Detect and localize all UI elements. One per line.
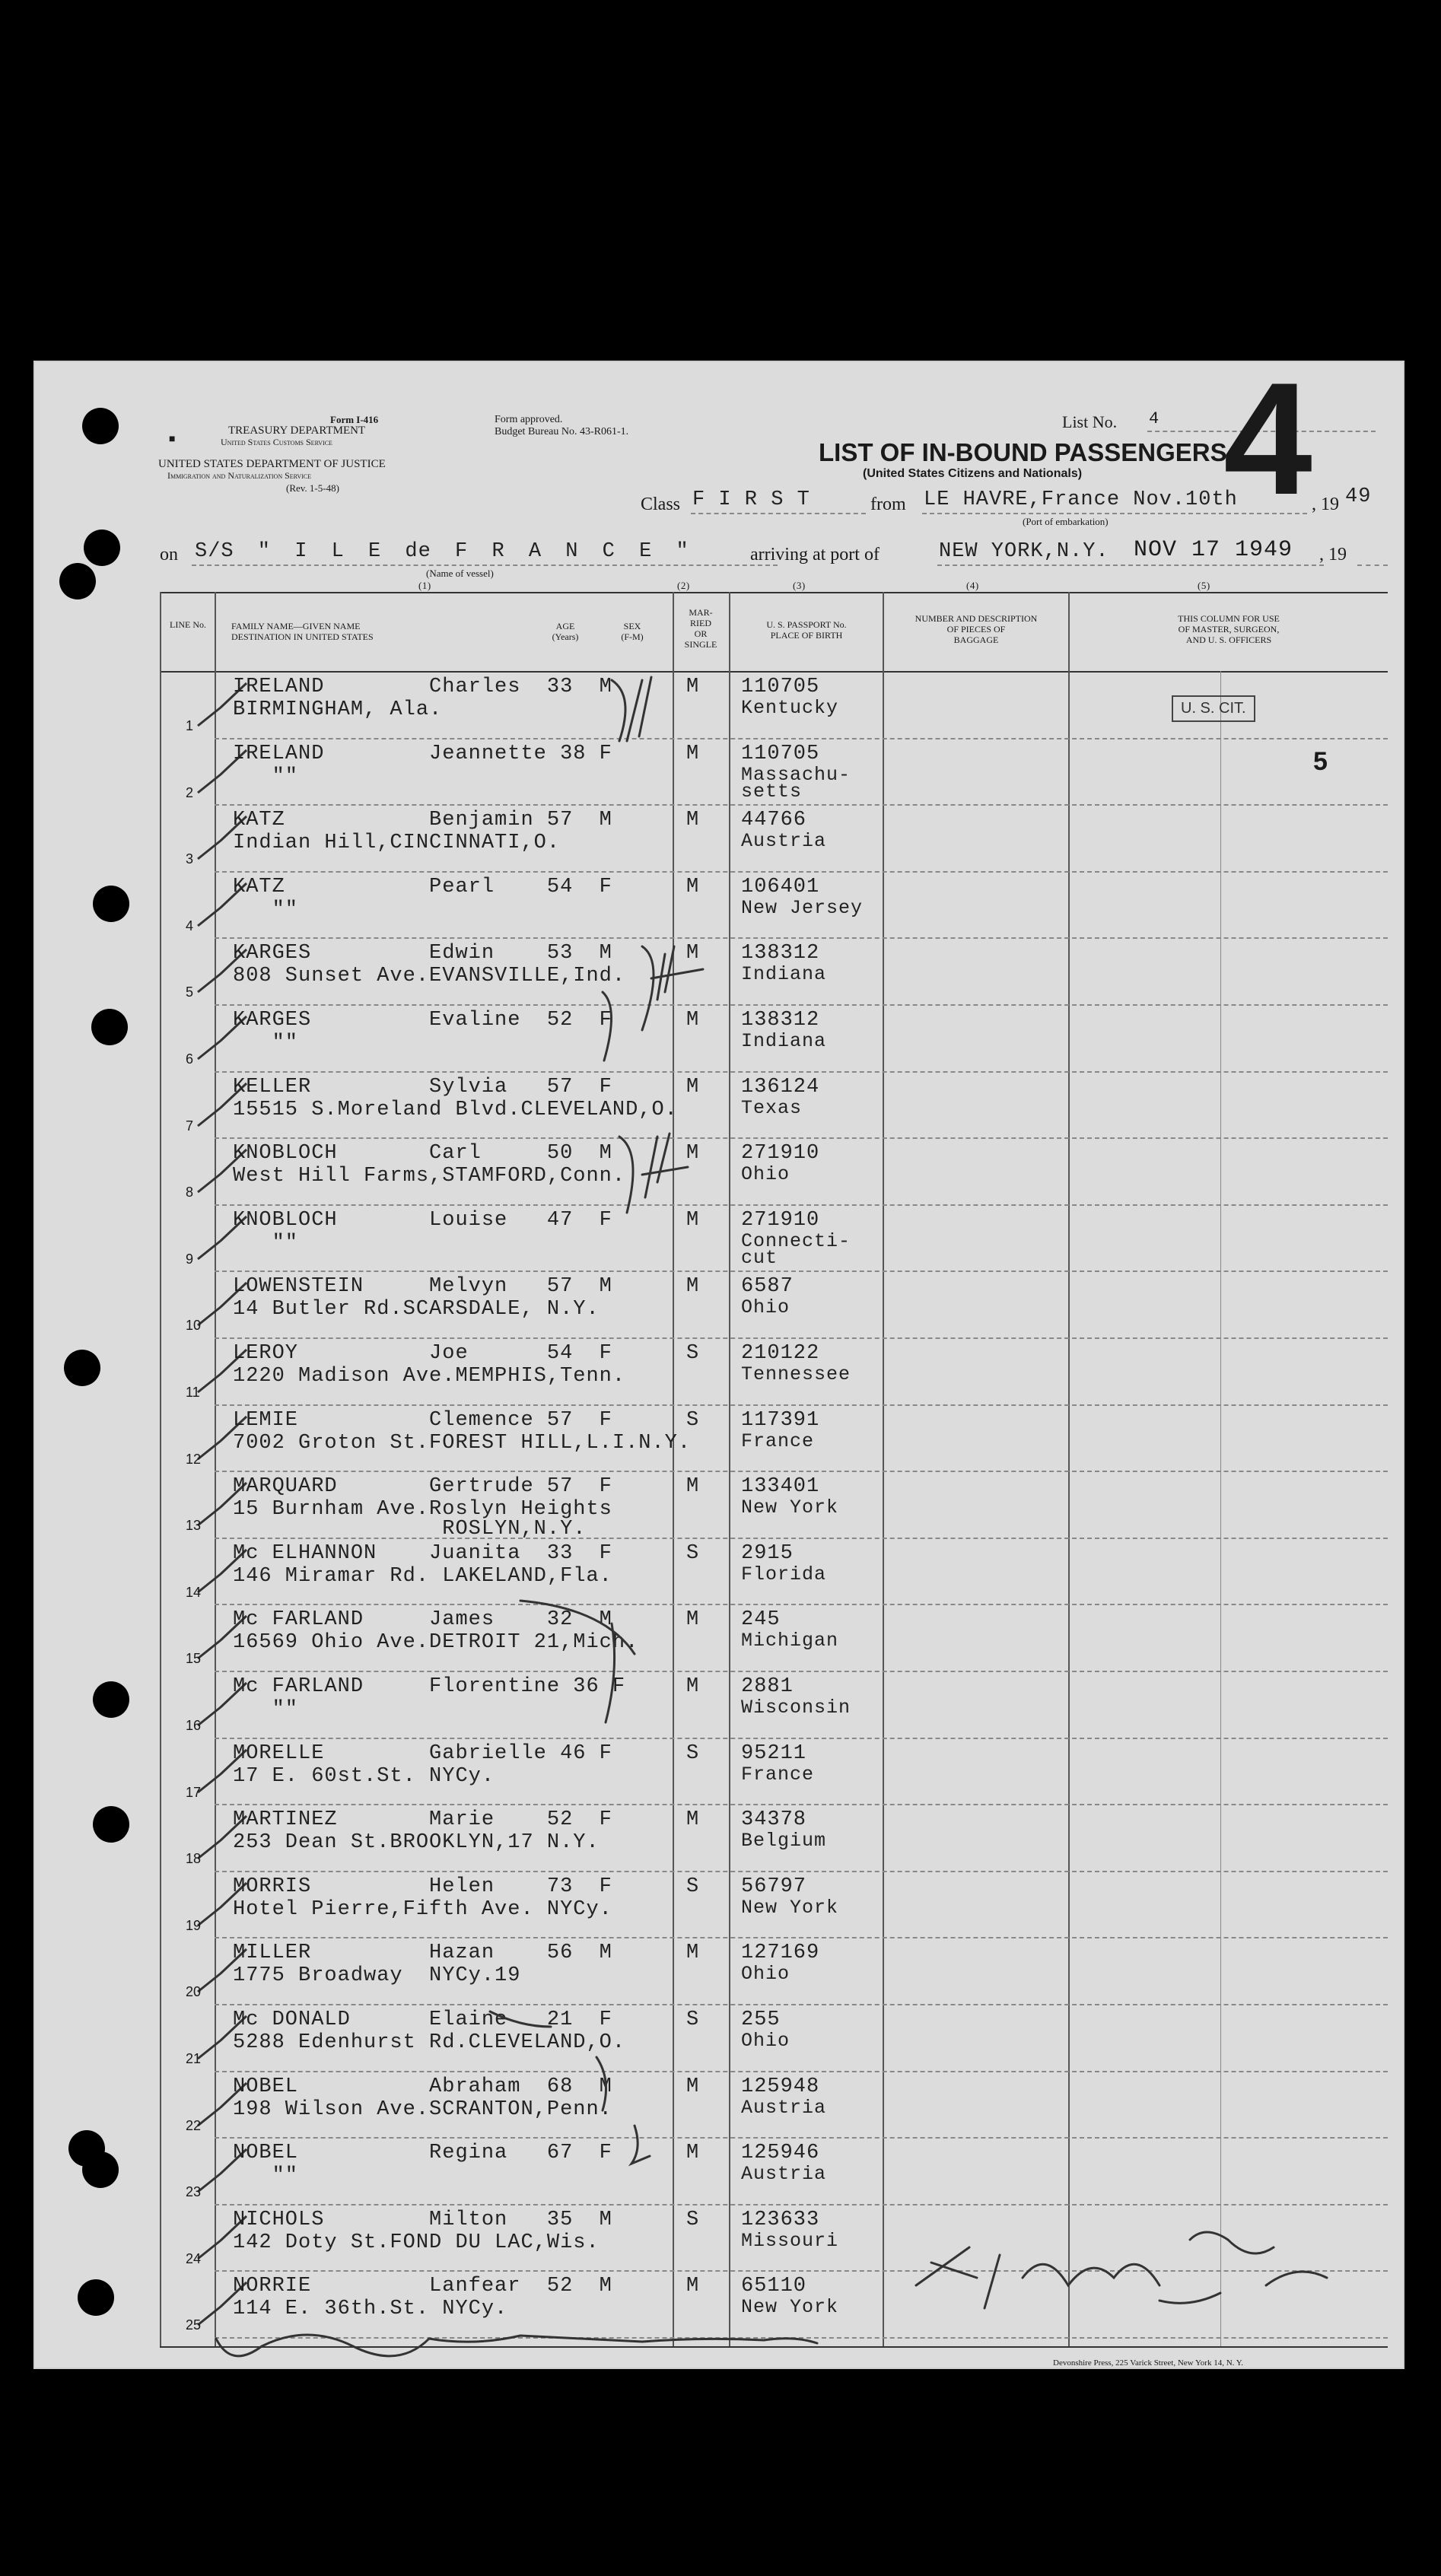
passenger-destination: 15515 S.Moreland Blvd.CLEVELAND,O. (233, 1098, 678, 1121)
passenger-name-age-sex: KNOBLOCH Louise 47 F (233, 1208, 612, 1232)
passenger-name-age-sex: Mc FARLAND Florentine 36 F (233, 1675, 626, 1698)
place-of-birth: Austria (741, 2096, 827, 2119)
dept-justice: UNITED STATES DEPARTMENT OF JUSTICE (158, 458, 386, 470)
passport-number: 125948 (741, 2075, 820, 2098)
line-number: 17 (186, 1784, 202, 1800)
married-single: M (686, 1942, 700, 1965)
page-subtitle: (United States Citizens and Nationals) (863, 467, 1083, 480)
place-of-birth: Michigan (741, 1630, 839, 1652)
passport-number: 56797 (741, 1875, 807, 1898)
passenger-destination: BIRMINGHAM, Ala. (233, 698, 443, 721)
passport-number: 34378 (741, 1808, 807, 1832)
place-of-birth: Missouri (741, 2229, 839, 2252)
passport-number: 6587 (741, 1275, 794, 1299)
line-number: 10 (186, 1318, 202, 1334)
passenger-name-age-sex: NOBEL Regina 67 F (233, 2142, 612, 2165)
col-header-officers: THIS COLUMN FOR USE OF MASTER, SURGEON, AND U. S. OFFICERS (1178, 613, 1280, 645)
col-header-baggage: NUMBER AND DESCRIPTION OF PIECES OF BAGGAGE (915, 613, 1038, 645)
passenger-name-age-sex: LOWENSTEIN Melvyn 57 M (233, 1275, 612, 1299)
manifest-page (33, 349, 1404, 2369)
passenger-name-age-sex: NICHOLS Milton 35 M (233, 2208, 612, 2231)
page-title: LIST OF IN-BOUND PASSENGERS (819, 438, 1227, 466)
passport-number: 136124 (741, 1075, 820, 1099)
married-single: M (686, 2275, 700, 2298)
port-embarkation-caption: (Port of embarkation) (1023, 516, 1109, 527)
married-single: M (686, 942, 700, 965)
passenger-name-age-sex: MORELLE Gabrielle 46 F (233, 1741, 612, 1765)
passenger-name-age-sex: NORRIE Lanfear 52 M (233, 2275, 612, 2298)
line-number: 22 (186, 2117, 202, 2133)
place-of-birth: Florida (741, 1563, 827, 1585)
passenger-destination: 114 E. 36th.St. NYCy. (233, 2298, 508, 2321)
married-single: M (686, 875, 700, 898)
col-num-4: (4) (966, 580, 979, 591)
passenger-destination: 1775 Broadway NYCy.19 (233, 1964, 521, 1988)
us-citizen-stamp: U. S. CIT. (1172, 695, 1255, 722)
passenger-name-age-sex: KNOBLOCH Carl 50 M (233, 1142, 612, 1166)
arrival-year-suffix: , 19 (1319, 545, 1347, 564)
passenger-destination: 198 Wilson Ave.SCRANTON,Penn. (233, 2097, 612, 2121)
arriving-label: arriving at port of (750, 545, 880, 564)
vessel-caption: (Name of vessel) (426, 568, 494, 579)
married-single: S (686, 1342, 700, 1365)
passenger-destination: 15 Burnham Ave.Roslyn Heights ROSLYN,N.Y. (233, 1498, 612, 1541)
place-of-birth: Indiana (741, 1030, 827, 1052)
passport-number: 127169 (741, 1942, 820, 1965)
arrival-port: NEW YORK,N.Y. (939, 540, 1109, 563)
married-single: S (686, 2208, 700, 2231)
col-header-name: FAMILY NAME—GIVEN NAME DESTINATION IN UNITED STATES (231, 621, 374, 642)
line-number: 11 (186, 1385, 200, 1400)
arrival-date: NOV 17 1949 (1134, 537, 1293, 563)
passenger-destination: 14 Butler Rd.SCARSDALE, N.Y. (233, 1298, 600, 1321)
passenger-destination: "" (233, 2164, 299, 2188)
year-prefix: , 19 (1312, 495, 1339, 514)
passenger-name-age-sex: MILLER Hazan 56 M (233, 1942, 612, 1965)
passport-number: 210122 (741, 1342, 820, 1365)
class-label: Class (641, 495, 681, 514)
married-single: M (686, 676, 700, 698)
passenger-name-age-sex: KELLER Sylvia 57 F (233, 1075, 612, 1099)
line-number: 4 (186, 918, 194, 933)
passport-number: 138312 (741, 1009, 820, 1032)
passenger-name-age-sex: IRELAND Jeannette 38 F (233, 742, 612, 765)
place-of-birth: Ohio (741, 1296, 790, 1319)
passenger-destination: 16569 Ohio Ave.DETROIT 21,Mich. (233, 1631, 639, 1655)
place-of-birth: Austria (741, 2163, 827, 2186)
passenger-destination: "" (233, 765, 299, 788)
year-value: 49 (1345, 485, 1372, 508)
passenger-name-age-sex: LEMIE Clemence 57 F (233, 1408, 612, 1432)
handwriting-marks (33, 361, 1404, 2369)
passenger-name-age-sex: KARGES Evaline 52 F (233, 1009, 612, 1032)
passenger-name-age-sex: Mc ELHANNON Juanita 33 F (233, 1541, 612, 1565)
passenger-destination: "" (233, 1698, 299, 1721)
side-number: 5 (1313, 747, 1328, 776)
passenger-destination: Indian Hill,CINCINNATI,O. (233, 832, 561, 855)
place-of-birth: Ohio (741, 1963, 790, 1986)
line-number: 6 (186, 1051, 194, 1067)
col-header-married: MAR- RIED OR SINGLE (684, 607, 717, 650)
line-number: 24 (186, 2250, 202, 2266)
married-single: S (686, 1541, 700, 1565)
line-number: 7 (186, 1118, 194, 1134)
passenger-destination: 142 Doty St.FOND DU LAC,Wis. (233, 2231, 600, 2254)
passenger-name-age-sex: NOBEL Abraham 68 M (233, 2075, 612, 2098)
place-of-birth: Indiana (741, 963, 827, 986)
passenger-name-age-sex: KATZ Benjamin 57 M (233, 809, 612, 832)
line-number: 18 (186, 1851, 202, 1867)
passenger-destination: 7002 Groton St.FOREST HILL,L.I.N.Y. (233, 1431, 692, 1455)
line-number: 1 (186, 718, 194, 733)
passport-number: 110705 (741, 676, 820, 698)
passport-number: 95211 (741, 1741, 807, 1765)
passport-number: 133401 (741, 1475, 820, 1499)
from-value: LE HAVRE,France Nov.10th (924, 488, 1238, 511)
passenger-destination: West Hill Farms,STAMFORD,Conn. (233, 1165, 626, 1188)
line-number: 9 (186, 1251, 194, 1267)
passenger-destination: "" (233, 1231, 299, 1255)
married-single: M (686, 742, 700, 765)
passenger-destination: 17 E. 60st.St. NYCy. (233, 1764, 495, 1788)
married-single: M (686, 1208, 700, 1232)
line-number: 14 (186, 1584, 202, 1600)
passport-number: 123633 (741, 2208, 820, 2231)
place-of-birth: New York (741, 1896, 839, 1919)
col-num-5: (5) (1198, 580, 1210, 591)
dept-treasury: TREASURY DEPARTMENT (228, 425, 366, 437)
married-single: M (686, 1275, 700, 1299)
married-single: M (686, 1075, 700, 1099)
form-number: Form I-416 (330, 414, 379, 425)
passport-number: 125946 (741, 2142, 820, 2165)
passenger-destination: Hotel Pierre,Fifth Ave. NYCy. (233, 1897, 612, 1921)
line-number: 25 (186, 2317, 202, 2333)
passenger-destination: "" (233, 1032, 299, 1054)
col-header-passport: U. S. PASSPORT No. PLACE OF BIRTH (766, 619, 847, 641)
married-single: S (686, 1875, 700, 1898)
passenger-destination: "" (233, 898, 299, 921)
place-of-birth: Ohio (741, 2030, 790, 2052)
passport-number: 271910 (741, 1142, 820, 1166)
line-number: 20 (186, 1984, 202, 2000)
place-of-birth: France (741, 1430, 815, 1452)
line-number: 12 (186, 1451, 202, 1467)
list-no-value: 4 (1149, 409, 1159, 428)
line-number: 13 (186, 1518, 202, 1534)
place-of-birth: New York (741, 2296, 839, 2319)
col-num-3: (3) (793, 580, 806, 591)
place-of-birth: Texas (741, 1096, 803, 1119)
form-approved: Form approved. (495, 414, 563, 425)
passenger-name-age-sex: LEROY Joe 54 F (233, 1342, 612, 1365)
class-value: F I R S T (692, 488, 810, 511)
passenger-destination: 5288 Edenhurst Rd.CLEVELAND,O. (233, 2031, 626, 2054)
passenger-name-age-sex: Mc FARLAND James 32 M (233, 1608, 612, 1632)
line-number: 16 (186, 1718, 202, 1733)
revision: (Rev. 1-5-48) (286, 482, 339, 494)
passport-number: 271910 (741, 1208, 820, 1232)
budget-bureau: Budget Bureau No. 43-R061-1. (495, 426, 629, 437)
place-of-birth: Belgium (741, 1830, 827, 1852)
line-number: 19 (186, 1917, 202, 1933)
passenger-destination: 1220 Madison Ave.MEMPHIS,Tenn. (233, 1365, 626, 1388)
place-of-birth: Connecti- cut (741, 1229, 851, 1269)
passenger-name-age-sex: Mc DONALD Elaine 21 F (233, 2008, 612, 2031)
place-of-birth: France (741, 1763, 815, 1786)
dept-justice-sub: Immigration and Naturalization Service (167, 470, 312, 481)
from-label: from (870, 495, 906, 514)
col-header-sex: SEX (F-M) (621, 621, 644, 642)
passport-number: 2881 (741, 1675, 794, 1698)
passport-number: 106401 (741, 875, 820, 898)
place-of-birth: Kentucky (741, 697, 839, 719)
table-bottom-border (160, 2346, 1388, 2348)
place-of-birth: New York (741, 1496, 839, 1519)
dash-mark: ■ (169, 434, 176, 446)
passport-number: 255 (741, 2008, 781, 2031)
passenger-name-age-sex: KATZ Pearl 54 F (233, 875, 612, 898)
passenger-destination: 146 Miramar Rd. LAKELAND,Fla. (233, 1564, 612, 1588)
passport-number: 117391 (741, 1408, 820, 1432)
married-single: M (686, 1475, 700, 1499)
married-single: S (686, 1741, 700, 1765)
place-of-birth: New Jersey (741, 896, 864, 919)
passport-number: 245 (741, 1608, 781, 1632)
married-single: M (686, 2075, 700, 2098)
line-number: 23 (186, 2184, 202, 2200)
line-number: 3 (186, 851, 194, 867)
passenger-name-age-sex: MARQUARD Gertrude 57 F (233, 1475, 612, 1499)
passport-number: 138312 (741, 942, 820, 965)
place-of-birth: Austria (741, 830, 827, 853)
married-single: M (686, 809, 700, 832)
line-number: 5 (186, 984, 194, 1000)
col-header-line: LINE No. (170, 619, 206, 630)
passport-number: 110705 (741, 742, 820, 765)
married-single: S (686, 2008, 700, 2031)
list-number-large: 4 (1223, 349, 1308, 528)
married-single: M (686, 1009, 700, 1032)
printer-imprint: Devonshire Press, 225 Varick Street, New York 14, N. Y. (1053, 2358, 1244, 2368)
col-header-age: AGE (Years) (552, 621, 579, 642)
married-single: M (686, 1608, 700, 1632)
married-single: M (686, 2142, 700, 2165)
line-number: 21 (186, 2051, 202, 2066)
on-label: on (160, 545, 178, 564)
passenger-destination: 808 Sunset Ave.EVANSVILLE,Ind. (233, 965, 626, 988)
passenger-name-age-sex: MARTINEZ Marie 52 F (233, 1808, 612, 1832)
col-num-2: (2) (677, 580, 690, 591)
passport-number: 44766 (741, 809, 807, 832)
married-single: M (686, 1808, 700, 1832)
place-of-birth: Wisconsin (741, 1697, 851, 1719)
married-single: M (686, 1142, 700, 1166)
line-number: 15 (186, 1651, 202, 1667)
passenger-name-age-sex: IRELAND Charles 33 M (233, 676, 612, 698)
list-no-label: List No. (1062, 412, 1118, 431)
married-single: M (686, 1675, 700, 1698)
married-single: S (686, 1408, 700, 1432)
place-of-birth: Ohio (741, 1163, 790, 1186)
col-num-1: (1) (418, 580, 431, 591)
passenger-name-age-sex: MORRIS Helen 73 F (233, 1875, 612, 1898)
passenger-destination: 253 Dean St.BROOKLYN,17 N.Y. (233, 1831, 600, 1855)
line-number: 2 (186, 784, 194, 800)
passport-number: 65110 (741, 2275, 807, 2298)
dept-treasury-sub: United States Customs Service (221, 437, 332, 447)
passenger-name-age-sex: KARGES Edwin 53 M (233, 942, 612, 965)
place-of-birth: Tennessee (741, 1363, 851, 1385)
line-number: 8 (186, 1185, 194, 1201)
vessel-name: S/S " I L E de F R A N C E " (195, 540, 689, 563)
place-of-birth: Massachu- setts (741, 763, 851, 803)
passport-number: 2915 (741, 1541, 794, 1565)
